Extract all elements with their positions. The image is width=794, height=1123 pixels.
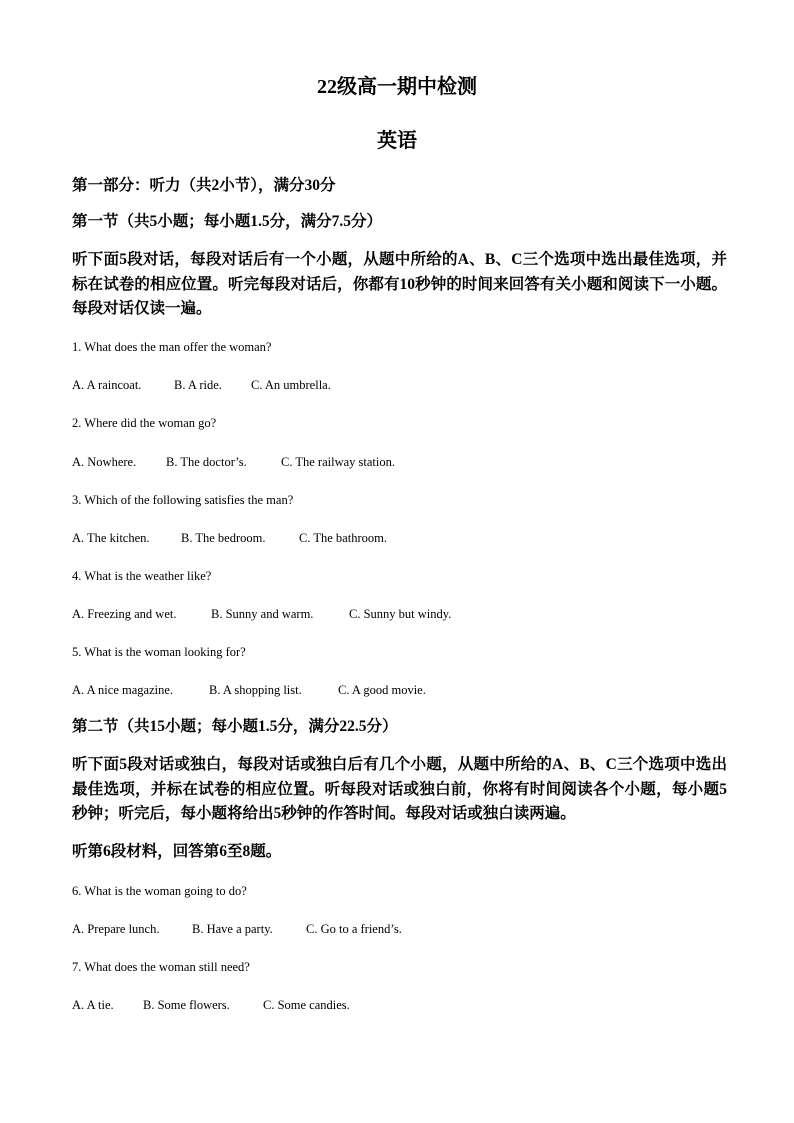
question-6: 6. What is the woman going to do? (72, 884, 247, 898)
section1-heading: 第一节（共5小题；每小题1.5分，满分7.5分） (72, 213, 383, 230)
section2-heading: 第二节（共15小题；每小题1.5分，满分22.5分） (72, 718, 398, 735)
question-6-option-b: B. Have a party. (192, 922, 273, 936)
question-7-option-b: B. Some flowers. (143, 998, 230, 1012)
question-2-option-b: B. The doctor’s. (166, 455, 247, 469)
question-5-option-a: A. A nice magazine. (72, 683, 174, 697)
question-4-option-a: A. Freezing and wet. (72, 607, 177, 621)
material-6-heading: 听第6段材料，回答第6至8题。 (72, 843, 282, 860)
question-5-option-c: C. A good movie. (338, 683, 426, 697)
question-6-option-c: C. Go to a friend’s. (306, 922, 402, 936)
question-2: 2. Where did the woman go? (72, 416, 217, 430)
question-3-option-c: C. The bathroom. (299, 531, 387, 545)
subject-title: 英语 (377, 130, 417, 152)
question-1: 1. What does the man offer the woman? (72, 340, 272, 354)
question-5: 5. What is the woman looking for? (72, 645, 246, 659)
question-3-option-b: B. The bedroom. (181, 531, 266, 545)
question-4: 4. What is the weather like? (72, 569, 212, 583)
question-7: 7. What does the woman still need? (72, 960, 250, 974)
question-7-option-a: A. A tie. (72, 998, 114, 1012)
part1-heading: 第一部分：听力（共2小节），满分30分 (72, 177, 336, 194)
question-1-option-a: A. A raincoat. (72, 378, 142, 392)
question-7-option-c: C. Some candies. (263, 998, 350, 1012)
question-2-option-a: A. Nowhere. (72, 455, 137, 469)
question-6-option-a: A. Prepare lunch. (72, 922, 160, 936)
question-1-option-c: C. An umbrella. (251, 378, 331, 392)
question-5-option-b: B. A shopping list. (209, 683, 302, 697)
question-2-option-c: C. The railway station. (281, 455, 395, 469)
section1-instructions: 听下面5段对话，每段对话后有一个小题，从题中所给的A、B、C三个选项中选出最佳选项，并标在试卷的相应位置。听完每段对话后，你都有10秒钟的时间来回答有关小题和阅读下一小题。每段对话仅读一遍。 (72, 251, 727, 317)
exam-title: 22级高一期中检测 (317, 76, 477, 98)
section2-instructions: 听下面5段对话或独白，每段对话或独白后有几个小题，从题中所给的A、B、C三个选项中选出最佳选项，并标在试卷的相应位置。听每段对话或独白前，你将有时间阅读各个小题，每小题5秒钟；听完后，每小题将给出5秒钟的作答时间。每段对话或独白读两遍。 (72, 756, 727, 822)
question-4-option-b: B. Sunny and warm. (211, 607, 314, 621)
question-1-option-b: B. A ride. (174, 378, 222, 392)
question-3-option-a: A. The kitchen. (72, 531, 150, 545)
question-3: 3. Which of the following satisfies the man? (72, 493, 294, 507)
question-4-option-c: C. Sunny but windy. (349, 607, 452, 621)
